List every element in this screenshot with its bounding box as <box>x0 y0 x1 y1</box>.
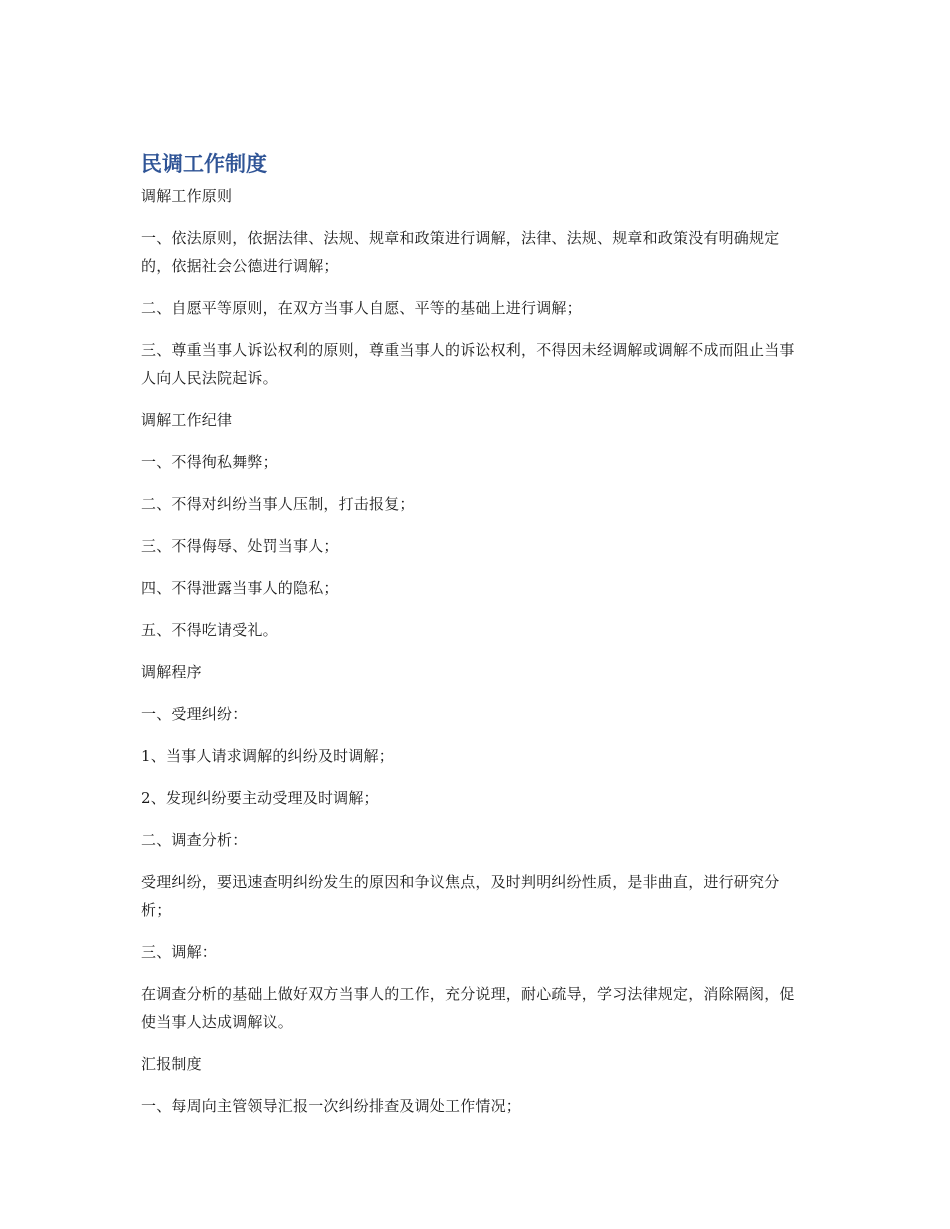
paragraph: 一、每周向主管领导汇报一次纠纷排查及调处工作情况； <box>141 1097 522 1115</box>
paragraph: 二、自愿平等原则，在双方当事人自愿、平等的基础上进行调解； <box>141 299 582 317</box>
document-page <box>141 148 809 1134</box>
paragraph: 在调查分析的基础上做好双方当事人的工作，充分说理，耐心疏导，学习法律规定，消除隔阂，促使当事人达成调解议。 <box>141 985 795 1031</box>
paragraph: 四、不得泄露当事人的隐私； <box>141 579 339 597</box>
paragraph: 1、当事人请求调解的纠纷及时调解； <box>141 747 394 765</box>
paragraph: 受理纠纷，要迅速查明纠纷发生的原因和争议焦点，及时判明纠纷性质，是非曲直，进行研究分析； <box>141 873 780 919</box>
section-heading-reporting: 汇报制度 <box>141 1055 202 1073</box>
paragraph: 一、不得徇私舞弊； <box>141 453 278 471</box>
paragraph: 五、不得吃请受礼。 <box>141 621 278 639</box>
section-heading-discipline: 调解工作纪律 <box>141 411 233 429</box>
paragraph: 一、受理纠纷： <box>141 705 248 723</box>
paragraph: 二、不得对纠纷当事人压制，打击报复； <box>141 495 415 513</box>
paragraph: 一、依法原则，依据法律、法规、规章和政策进行调解，法律、法规、规章和政策没有明确规定的，依据社会公德进行调解； <box>141 229 780 275</box>
section-heading-principles: 调解工作原则 <box>141 187 233 205</box>
document-title: 民调工作制度 <box>141 152 267 176</box>
paragraph: 二、调查分析： <box>141 831 248 849</box>
paragraph: 三、不得侮辱、处罚当事人； <box>141 537 339 555</box>
section-heading-procedure: 调解程序 <box>141 663 202 681</box>
paragraph: 三、尊重当事人诉讼权利的原则，尊重当事人的诉讼权利，不得因未经调解或调解不成而阻止当事人向人民法院起诉。 <box>141 341 795 387</box>
paragraph: 2、发现纠纷要主动受理及时调解； <box>141 789 379 807</box>
paragraph: 三、调解： <box>141 943 218 961</box>
